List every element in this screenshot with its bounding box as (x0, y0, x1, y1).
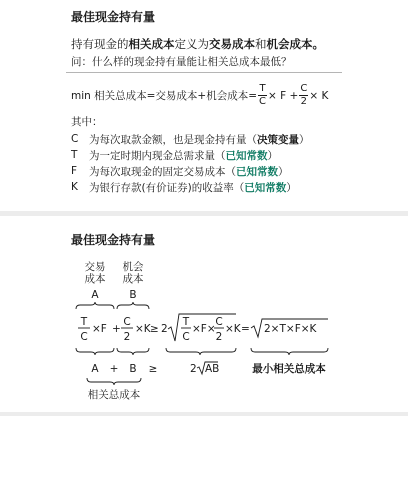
am-gm-derivation (0, 217, 408, 413)
intro-and: 和 (255, 37, 267, 51)
root-coefficient: 2 (161, 323, 168, 335)
bottom-brace-a (76, 348, 114, 355)
definition-symbol: T (71, 149, 78, 161)
slide-1 (0, 0, 408, 210)
definition-text: 为每次取现金的固定交易成本（ (89, 165, 236, 178)
bottom-letter-b: B (129, 363, 137, 375)
related-cost-brace (87, 378, 141, 385)
bottom-divider (0, 412, 408, 416)
fraction-denominator: 2 (300, 96, 307, 107)
bottom-two: 2 (190, 363, 197, 375)
intro-pre: 持有现金的 (71, 37, 129, 51)
intro-bold-related-cost: 相关成本 (128, 37, 175, 51)
label-opportunity-line2: 成本 (122, 273, 144, 285)
definition-tag: 已知常数 (225, 149, 268, 162)
intro-mid: 定义为 (174, 37, 209, 51)
formula-lhs: min 相关总成本=交易成本+机会成本= (71, 90, 258, 102)
fraction-c-over-2 (299, 83, 308, 108)
label-transaction-line1: 交易 (84, 261, 106, 273)
root-end: ×K (225, 323, 241, 335)
definition-tag: 已知常数 (244, 181, 287, 194)
definition-row (71, 179, 310, 195)
intro-line (71, 36, 324, 52)
definition-tag: 决策变量 (257, 133, 299, 146)
formula-times-k: × K (309, 89, 329, 102)
expr-denominator-c: C (80, 331, 88, 343)
bottom-letter-a: A (91, 363, 99, 375)
bottom-ab: AB (205, 363, 220, 375)
expr-numerator-c: C (123, 316, 131, 328)
root-denominator-c: C (182, 331, 190, 343)
root-mid: ×F× (192, 323, 216, 335)
definition-symbol: C (71, 133, 79, 145)
expr-times-k: ×K (135, 323, 151, 335)
bottom-geq: ≥ (148, 363, 158, 375)
letter-a: A (91, 289, 99, 301)
formula-times-f: × F + (268, 89, 299, 102)
expr-denominator-2: 2 (123, 331, 131, 343)
definition-end: ） (267, 149, 278, 162)
root-numerator-c: C (215, 316, 223, 328)
definition-row (71, 147, 310, 163)
definition-end: ） (278, 165, 289, 178)
bottom-plus: + (109, 363, 119, 375)
fraction-t-over-c (258, 83, 267, 108)
definition-row (71, 131, 310, 147)
definition-text: 为一定时期内现金总需求量（ (89, 149, 226, 162)
definition-row (71, 163, 310, 179)
root-numerator-t: T (182, 316, 190, 328)
label-transaction-line2: 成本 (84, 273, 106, 285)
expr-numerator-t: T (80, 316, 88, 328)
definition-tag: 已知常数 (236, 165, 278, 178)
definition-text: 为银行存款(有价证券)的收益率（ (89, 181, 245, 194)
intro-bold-opportunity-cost: 机会成本。 (266, 37, 324, 51)
definition-symbol: F (71, 165, 78, 177)
expr-geq: ≥ (150, 323, 159, 335)
separator-line (66, 72, 342, 73)
cost-formula (71, 83, 328, 108)
definition-text: 为每次取款金额，也是现金持有量（ (89, 133, 257, 146)
fraction-numerator: C (300, 83, 308, 94)
bottom-brace-root (166, 348, 236, 355)
intro-bold-transaction-cost: 交易成本 (209, 37, 255, 51)
related-total-cost-label: 相关总成本 (87, 389, 141, 401)
question-line: 问：什么样的现金持有量能让相关总成本最低？ (71, 56, 292, 68)
bottom-brace-final (251, 348, 328, 355)
minimum-total-cost-label: 最小相关总成本 (252, 363, 326, 375)
fraction-denominator: C (259, 96, 267, 107)
final-root-content: 2×T×F×K (264, 323, 317, 335)
definition-symbol: K (71, 181, 78, 193)
root-denominator-2: 2 (215, 331, 223, 343)
expr-plus: + (112, 323, 121, 335)
slide-divider (0, 211, 408, 216)
definition-end: ） (286, 181, 297, 194)
definitions-list (71, 114, 310, 195)
definitions-head: 其中： (71, 116, 103, 128)
top-brace-a (76, 302, 114, 309)
expr-equals: = (241, 323, 250, 335)
bottom-brace-b (117, 348, 149, 355)
slide-2 (0, 217, 408, 413)
slide-1-title: 最佳现金持有量 (71, 10, 156, 24)
label-opportunity-line1: 机会 (122, 261, 144, 273)
definition-end: ） (299, 133, 310, 146)
letter-b: B (129, 289, 137, 301)
expr-times-f: ×F (92, 323, 107, 335)
fraction-numerator: T (259, 83, 266, 94)
top-brace-b (117, 302, 149, 309)
slide-2-title: 最佳现金持有量 (71, 233, 156, 247)
